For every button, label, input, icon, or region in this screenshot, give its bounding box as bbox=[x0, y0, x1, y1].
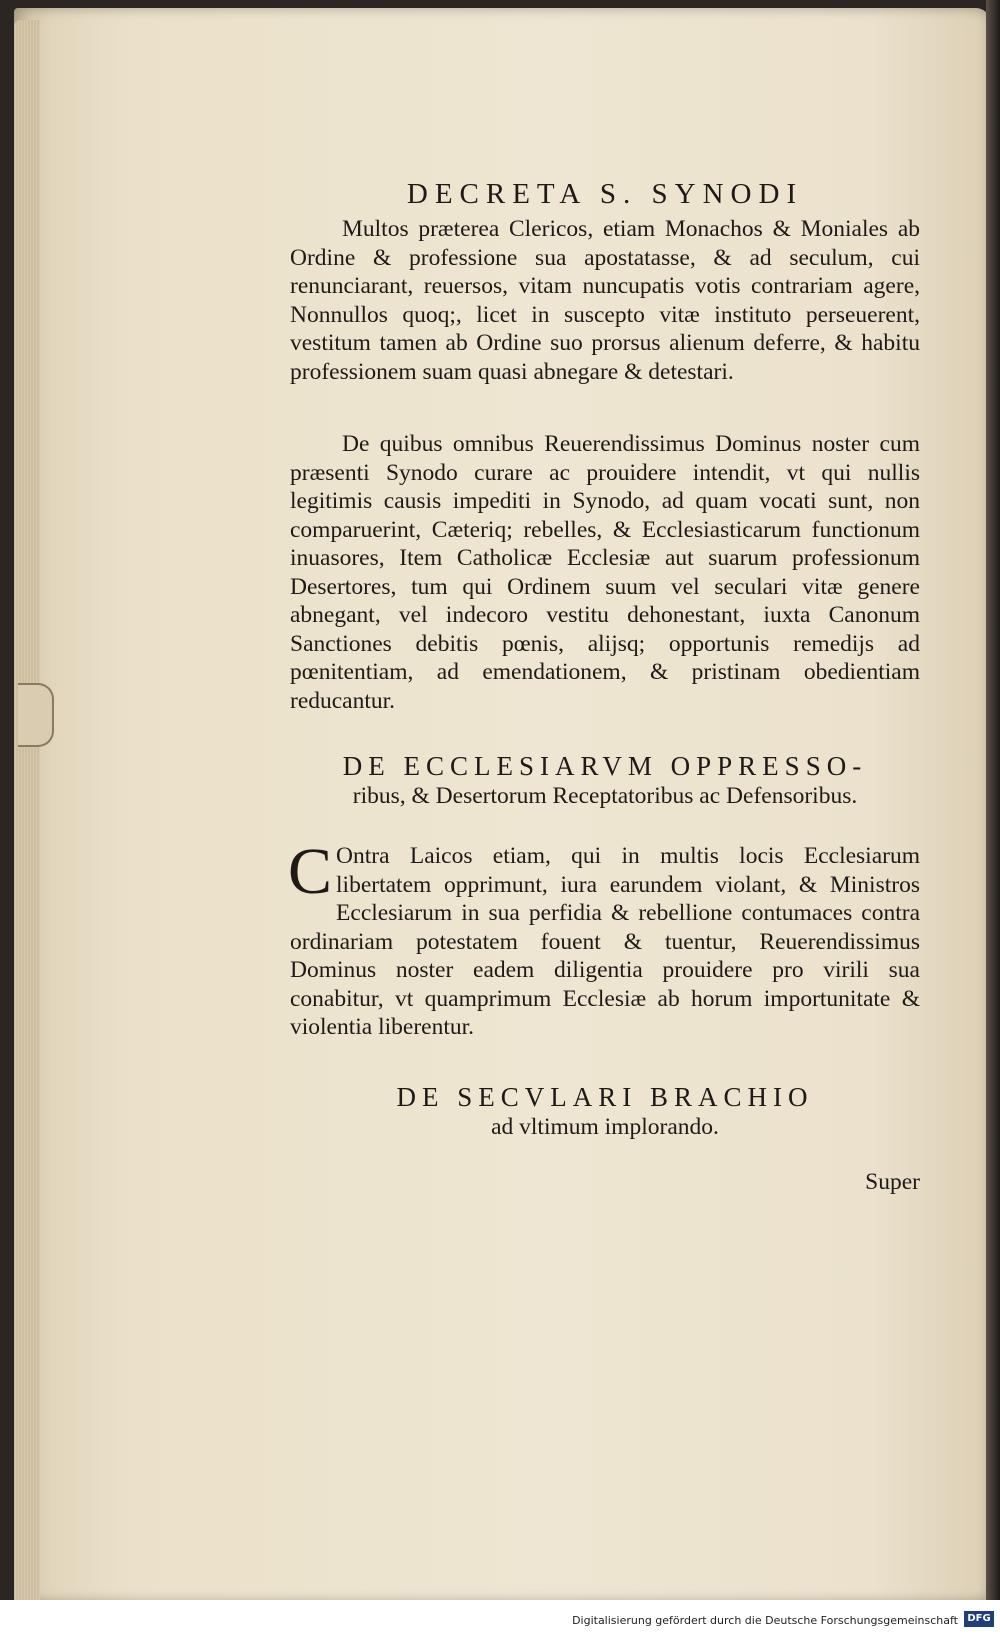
section-heading-brachio bbox=[290, 1082, 920, 1141]
catchword: Super bbox=[865, 1168, 920, 1195]
section-heading-subtitle: ribus, & Desertorum Receptatoribus ac Defensoribus. bbox=[352, 783, 858, 809]
page-text-block bbox=[290, 178, 920, 1196]
drop-capital: C bbox=[288, 835, 333, 908]
running-head: DECRETA S. SYNODI bbox=[406, 178, 804, 210]
section-heading-caps: DE ECCLESIARVM OPPRESSO- bbox=[342, 751, 868, 781]
section-heading-oppressoribus bbox=[290, 751, 920, 810]
footer-credit: Digitalisierung gefördert durch die Deutsche Forschungsgemeinschaft bbox=[572, 1614, 958, 1627]
paragraph-3-text: Ontra Laicos etiam, qui in multis locis Ecclesiarum libertatem opprimunt, iura earundem violant, & Ministros Ecclesiarum in sua perfidia & rebellione contumaces contra ordinariam potestatem fouent & tuentur, Reuerendissimus Dominus noster eadem diligentia prouidere pro virili sua conabitur, vt quamprimum Ecclesiæ ab horum importunitate & violentia liberentur. bbox=[290, 843, 920, 1040]
dfg-logo: DFG bbox=[964, 1611, 994, 1627]
section-heading-caps: DE SECVLARI BRACHIO bbox=[396, 1081, 814, 1112]
page-edge-stack bbox=[14, 20, 40, 1606]
book-page bbox=[14, 8, 990, 1602]
paragraph-2: De quibus omnibus Reuerendissimus Dominus noster cum præsenti Synodo curare ac prouidere intendit, vt qui nullis legitimis causis impediti in Synodo, ad quam vocati sunt, non comparuerint, Cæteriq; rebelles, & Ecclesiasticarum functionum inuasores, Item Catholicæ Ecclesiæ aut suarum professionum Desertores, tum qui Ordinem suum vel seculari vitæ genere abnegant, vel indecoro vestitu dehonestant, iuxta Canonum Sanctiones debitis pœnis, alijsq; opportunis remedijs ad pœnitentiam, ad emendationem, & pristinam obedientiam reducantur. bbox=[290, 431, 920, 714]
footer-bar bbox=[0, 1600, 1000, 1639]
page-clip bbox=[18, 683, 54, 747]
paragraph-3 bbox=[288, 835, 920, 1042]
binding-shadow bbox=[986, 0, 1000, 1600]
section-heading-subtitle: ad vltimum implorando. bbox=[491, 1113, 719, 1140]
paragraph-1: Multos præterea Clericos, etiam Monachos & Moniales ab Ordine & professione sua apostatasse, & ad seculum, cui renunciarant, reuersos, vitam nuncupatis votis contrariam agere, Nonnullos quoq;, licet in suscepto vitæ instituto perseuerent, vestitum tamen ab Ordine suo prorsus alienum deferre, & habitu professionem suam quasi abnegare & detestari. bbox=[290, 216, 920, 385]
